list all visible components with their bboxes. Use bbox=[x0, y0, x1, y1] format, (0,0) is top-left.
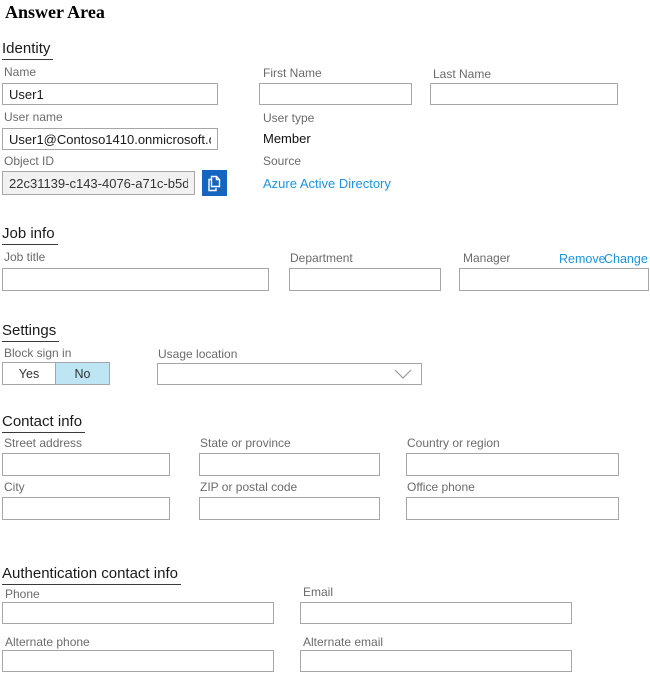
page-title: Answer Area bbox=[5, 2, 105, 22]
last-name-label: Last Name bbox=[433, 67, 492, 81]
zip-or-postal-code-label: ZIP or postal code bbox=[200, 480, 298, 494]
email-label: Email bbox=[303, 585, 334, 599]
job-title-input[interactable] bbox=[2, 268, 269, 291]
object-id-label: Object ID bbox=[4, 154, 55, 168]
source-label: Source bbox=[263, 154, 302, 168]
chevron-down-icon bbox=[393, 368, 413, 380]
last-name-input[interactable] bbox=[430, 83, 618, 105]
usage-location-dropdown[interactable] bbox=[157, 363, 422, 385]
manager-remove-link[interactable]: Remove bbox=[559, 252, 606, 266]
email-input[interactable] bbox=[300, 602, 572, 624]
user-type-value: Member bbox=[263, 131, 311, 146]
section-heading-settings: Settings bbox=[2, 322, 59, 342]
user-type-label: User type bbox=[263, 111, 315, 125]
office-phone-label: Office phone bbox=[407, 480, 475, 494]
block-sign-in-yes-button[interactable]: Yes bbox=[2, 362, 56, 385]
job-title-label: Job title bbox=[4, 250, 46, 264]
department-input[interactable] bbox=[289, 268, 441, 291]
city-input[interactable] bbox=[2, 497, 170, 520]
country-or-region-input[interactable] bbox=[406, 453, 619, 476]
state-or-province-label: State or province bbox=[200, 436, 291, 450]
phone-input[interactable] bbox=[2, 602, 274, 624]
source-link[interactable]: Azure Active Directory bbox=[263, 176, 391, 191]
office-phone-input[interactable] bbox=[406, 497, 619, 520]
street-address-label: Street address bbox=[4, 436, 83, 450]
block-sign-in-no-button[interactable]: No bbox=[56, 362, 110, 385]
alternate-phone-input[interactable] bbox=[2, 650, 274, 672]
name-input[interactable] bbox=[2, 83, 218, 105]
state-or-province-input[interactable] bbox=[199, 453, 380, 476]
street-address-input[interactable] bbox=[2, 453, 170, 476]
section-heading-job-info: Job info bbox=[2, 225, 58, 245]
alternate-email-label: Alternate email bbox=[303, 635, 384, 649]
user-name-input[interactable] bbox=[2, 128, 218, 150]
copy-object-id-button[interactable] bbox=[202, 170, 227, 196]
copy-icon bbox=[207, 175, 222, 192]
zip-or-postal-code-input[interactable] bbox=[199, 497, 380, 520]
usage-location-label: Usage location bbox=[158, 347, 238, 361]
alternate-phone-label: Alternate phone bbox=[5, 635, 90, 649]
manager-label: Manager bbox=[463, 251, 511, 265]
department-label: Department bbox=[290, 251, 353, 265]
section-heading-contact-info: Contact info bbox=[2, 413, 85, 433]
city-label: City bbox=[4, 480, 25, 494]
manager-input[interactable] bbox=[459, 268, 649, 291]
first-name-input[interactable] bbox=[259, 83, 412, 105]
user-name-label: User name bbox=[4, 110, 63, 124]
first-name-label: First Name bbox=[263, 66, 322, 80]
object-id-input bbox=[2, 171, 195, 195]
phone-label: Phone bbox=[5, 587, 40, 601]
section-heading-auth-contact-info: Authentication contact info bbox=[2, 565, 181, 585]
alternate-email-input[interactable] bbox=[300, 650, 572, 672]
country-or-region-label: Country or region bbox=[407, 436, 500, 450]
section-heading-identity: Identity bbox=[2, 40, 53, 60]
block-sign-in-toggle bbox=[2, 362, 110, 385]
name-label: Name bbox=[4, 65, 37, 79]
manager-change-link[interactable]: Change bbox=[604, 252, 648, 266]
block-sign-in-label: Block sign in bbox=[4, 346, 72, 360]
